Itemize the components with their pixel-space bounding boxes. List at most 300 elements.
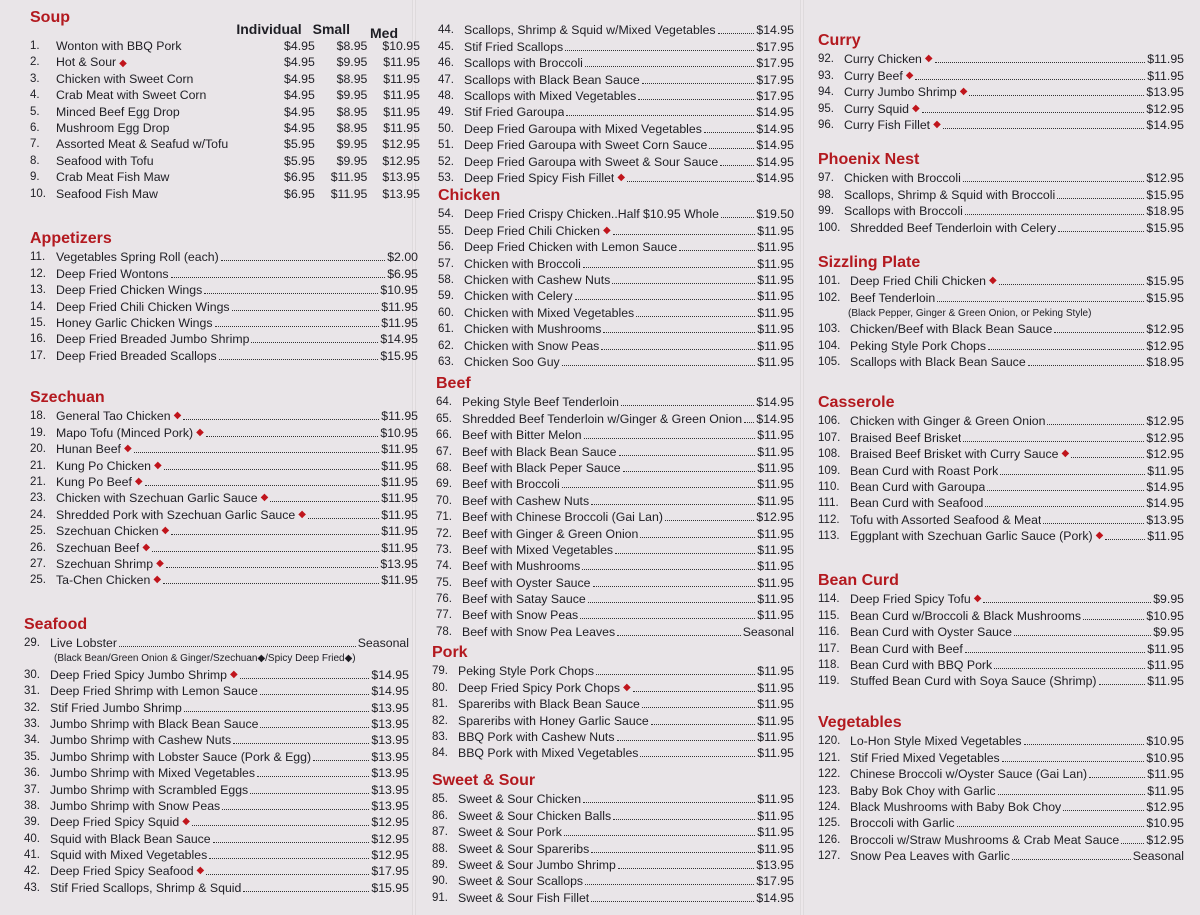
dot-leader [240,678,370,679]
item-name: Chicken with Cashew Nuts [464,272,611,287]
item-name: Stif Fried Garoupa [464,105,565,120]
menu-item [436,591,794,607]
item-name: Spareribs with Honey Garlic Sauce [458,713,649,728]
item-price: $19.50 [756,207,794,222]
menu-item [24,814,409,830]
dot-leader [601,349,755,350]
item-price: $12.95 [371,815,409,830]
dot-leader [640,537,755,538]
item-price: $11.95 [381,524,418,539]
dot-leader [994,668,1145,669]
menu-item [818,591,1184,607]
item-name: Deep Fried Spicy Fish Fillet [464,170,615,185]
item-number: 126. [818,833,841,846]
dot-leader [985,506,1144,507]
item-name: Chicken with Broccoli [464,256,581,271]
section-title: Beef [436,375,471,392]
item-number: 46. [438,57,454,70]
curry-section [818,31,1184,133]
item-number: 53. [438,171,454,184]
item-number: 118. [818,658,840,671]
item-name: Shredded Pork with Szechuan Garlic Sauce [56,507,296,522]
item-price: $12.95 [371,831,409,846]
spicy-icon: ◆ [622,681,631,693]
item-name: Beef with Snow Peas [462,608,579,623]
dot-leader [704,132,755,133]
spicy-icon: ◆ [617,171,626,183]
price-individual: $4.95 [284,104,315,119]
item-number: 77. [436,609,452,622]
item-name: Jumbo Shrimp with Lobster Sauce (Pork & Egg) [50,749,312,764]
dot-leader [565,50,754,51]
menu-item [30,506,418,522]
item-number: 78. [436,625,452,638]
dot-leader [134,452,380,453]
item-name: Beef with Satay Sauce [462,592,586,607]
item-number: 94. [818,86,834,99]
item-number: 18. [30,410,46,423]
menu-item [438,337,794,353]
item-name: Deep Fried Spicy Pork Chops [458,680,620,695]
dot-leader [1083,619,1144,620]
spicy-icon: ◆ [196,426,204,438]
dot-leader [313,760,369,761]
dot-leader [1047,424,1144,425]
spicy-icon: ◆ [989,275,997,287]
soup-size-headers [30,20,420,41]
item-number: 79. [432,665,448,678]
item-price: $12.95 [1146,322,1184,337]
item-number: 42. [24,865,40,878]
item-price: $11.95 [757,354,794,369]
item-number: 49. [438,106,454,119]
menu-item [24,732,409,748]
item-name: Beef with Black Peper Sauce [462,460,621,475]
menu-item [432,791,794,807]
dot-leader [617,740,756,741]
dot-leader [922,112,1145,113]
item-price: $14.95 [756,395,794,410]
dot-leader [642,707,755,708]
dot-leader [575,299,756,300]
dot-leader [584,438,756,439]
item-name: Eggplant with Szechuan Garlic Sauce (Pork) [850,529,1093,544]
item-price: $12.95 [371,848,409,863]
dot-leader [1058,231,1144,232]
section-title: Bean Curd [818,572,899,589]
item-name: Deep Fried Breaded Jumbo Shrimp [56,332,250,347]
item-number: 127. [818,850,841,863]
item-name: Curry Chicken [844,52,922,67]
spicy-icon: ◆ [196,865,205,877]
item-price: $15.95 [371,880,409,895]
price-small: $8.95 [336,71,368,86]
item-price: $14.95 [756,105,794,120]
item-number: 87. [432,826,448,839]
item-number: 108. [818,448,841,461]
dot-leader [718,33,755,34]
item-price: $14.95 [371,667,409,682]
item-name: Scallops, Shrimp & Squid with Broccoli [844,187,1056,202]
item-name: Deep Fried Garoupa with Mixed Vegetables [464,121,702,136]
item-name: Beef with Bitter Melon [462,428,582,443]
item-number: 114. [818,593,840,606]
item-number: 16. [30,333,46,346]
dot-leader [270,501,379,502]
item-price: $13.95 [371,749,409,764]
dot-leader [1000,474,1145,475]
item-price: $11.95 [757,542,794,557]
item-price: $14.95 [756,890,794,905]
item-price: $14.95 [1146,496,1184,511]
item-number: 21. [30,475,46,488]
dot-leader [1105,539,1145,540]
menu-item [30,265,418,281]
dot-leader [665,520,754,521]
item-price: $11.95 [757,272,794,287]
item-price: $11.95 [757,575,794,590]
soup-item [30,38,420,54]
menu-item [436,509,794,525]
spicy-icon: ◆ [260,492,269,504]
item-number: 57. [438,257,454,270]
item-price: $12.95 [1146,430,1184,445]
dot-leader [250,793,369,794]
menu-item [818,413,1184,429]
menu-item [436,394,794,410]
item-name: Deep Fried Spicy Squid [50,815,180,830]
item-number: 7. [30,138,40,151]
item-name: Beef with Black Bean Sauce [462,444,617,459]
item-price: $10.95 [380,283,418,298]
dot-leader [619,455,756,456]
item-number: 107. [818,431,841,444]
seafood-section [24,615,409,896]
menu-item [24,748,409,764]
item-number: 56. [438,241,454,254]
menu-item [30,408,418,424]
item-price: $12.95 [756,510,794,525]
dot-leader [612,283,755,284]
item-number: 9. [30,171,40,184]
item-number: 100. [818,221,841,234]
item-price: $12.95 [1146,171,1184,186]
soup-item [30,54,420,70]
dot-leader [638,99,754,100]
item-number: 15. [30,316,46,329]
price-individual: $5.95 [284,137,315,152]
item-price: $11.95 [757,428,794,443]
item-price: $17.95 [756,72,794,87]
item-price: $15.95 [1146,290,1184,305]
dot-leader [651,724,756,725]
item-price: $15.95 [1146,220,1184,235]
item-number: 43. [24,881,40,894]
menu-item [818,607,1184,623]
item-price: Seasonal [357,636,409,651]
spicy-icon: ◆ [298,508,306,520]
item-price: $9.95 [1153,625,1184,640]
dot-leader [591,504,755,505]
item-name-text: Mushroom Egg Drop [56,120,170,135]
item-name: Kung Po Beef [56,474,132,489]
price-small: $8.95 [336,39,368,53]
menu-item [432,679,794,695]
item-number: 4. [30,89,40,102]
item-price: $11.95 [1147,463,1184,478]
section-title: Sweet & Sour [432,772,536,789]
item-name: Stif Fried Scallops [464,39,564,54]
menu-item [30,424,418,440]
item-name: Shredded Beef Tenderloin w/Ginger & Green Onion [462,411,743,426]
item-name: Bean Curd with Beef [850,641,963,656]
item-price: $12.95 [1146,447,1184,462]
soup-item [30,186,420,202]
item-name: Peking Style Pork Chops [458,664,595,679]
spicy-icon: ◆ [905,69,914,81]
item-number: 97. [818,172,834,185]
spicy-icon: ◆ [119,58,127,70]
section-title: Pork [432,644,468,661]
dot-leader [1071,457,1144,458]
menu-item [818,84,1184,100]
item-price: $2.00 [387,250,418,265]
item-price: $17.95 [756,88,794,103]
item-number: 21. [30,459,46,472]
price-med: $11.95 [383,88,420,103]
item-name: Broccoli w/Straw Mushrooms & Crab Meat Sauce [850,832,1120,847]
soup-item [30,87,420,103]
item-number: 116. [818,626,840,639]
item-name [56,71,262,87]
dot-leader [251,342,378,343]
item-name: Beef with Oyster Sauce [462,575,591,590]
section-title: Szechuan [30,389,105,406]
dot-leader [580,618,755,619]
item-name-text: Crab Meat Fish Maw [56,170,170,185]
item-name: Bean Curd w/Broccoli & Black Mushrooms [850,608,1081,623]
dot-leader [171,277,386,278]
dot-leader [1054,332,1144,333]
item-price: $11.95 [381,474,418,489]
item-price: $10.95 [1146,816,1184,831]
item-name: Scallops with Broccoli [844,204,963,219]
menu-item [818,354,1184,370]
dot-leader [564,835,755,836]
price-individual: $4.95 [284,39,315,53]
item-name: Sweet & Sour Scallops [458,874,584,889]
item-price: $13.95 [380,556,418,571]
item-name: Scallops with Black Bean Sauce [464,72,640,87]
item-name: Stif Fried Scallops, Shrimp & Squid [50,880,242,895]
menu-item [436,525,794,541]
item-number: 25. [30,574,46,587]
item-number: 64. [436,396,452,409]
dot-leader [983,602,1151,603]
item-name: Bean Curd with Seafood [850,496,984,511]
item-name: Braised Beef Brisket [850,430,962,445]
dot-leader [213,842,370,843]
price-small: $9.95 [336,137,368,152]
item-price: $11.95 [757,841,794,856]
item-number: 99. [818,205,834,218]
item-number: 40. [24,832,40,845]
item-number: 26. [30,541,46,554]
item-price: $11.95 [381,442,418,457]
item-number: 86. [432,809,448,822]
item-number: 29. [24,637,40,650]
menu-item [432,889,794,905]
casserole-section [818,393,1184,544]
item-number: 10. [30,187,46,200]
item-name: Broccoli with Garlic [850,816,955,831]
item-name [56,54,262,70]
dot-leader [963,181,1145,182]
item-price: $11.95 [757,559,794,574]
dot-leader [640,756,755,757]
item-number: 52. [438,155,454,168]
dot-leader [585,884,754,885]
item-price: $11.95 [757,713,794,728]
item-number: 81. [432,698,448,711]
item-name: Braised Beef Brisket with Curry Sauce [850,447,1059,462]
item-name: Bean Curd with Oyster Sauce [850,625,1012,640]
item-name: Deep Fried Spicy Jumbo Shrimp [50,667,228,682]
item-number: 66. [436,429,452,442]
price-small: $9.95 [336,153,368,168]
item-number: 59. [438,290,454,303]
item-number: 124. [818,800,841,813]
item-name [56,38,262,54]
menu-item [818,766,1184,782]
item-name: Deep Fried Chili Chicken [464,223,601,238]
item-price: $15.95 [380,348,418,363]
item-number: 67. [436,445,452,458]
spicy-icon: ◆ [182,816,190,828]
item-number: 5. [30,105,40,118]
item-name: Scallops with Mixed Vegetables [464,88,637,103]
price-small: $11.95 [330,186,368,201]
phoenix-nest-section [818,150,1184,236]
item-number: 122. [818,768,841,781]
item-price: $14.95 [380,332,418,347]
menu-item [438,71,794,87]
price-small: $9.95 [336,55,368,70]
item-name: Jumbo Shrimp with Black Bean Sauce [50,716,259,731]
item-price: $10.95 [1146,734,1184,749]
item-name [56,136,262,152]
spicy-icon: ◆ [123,443,132,455]
menu-item [438,22,794,38]
menu-item [818,657,1184,673]
item-price: $12.95 [1146,414,1184,429]
item-name: Chicken with Mixed Vegetables [464,305,635,320]
menu-item [818,624,1184,640]
item-name: Honey Garlic Chicken Wings [56,315,213,330]
menu-item [818,51,1184,67]
item-name: Deep Fried Chicken with Lemon Sauce [464,240,678,255]
item-name: Deep Fried Chicken Wings [56,283,203,298]
item-name: General Tao Chicken [56,409,171,424]
item-name: Sweet & Sour Fish Fillet [458,890,590,905]
dot-leader [642,83,755,84]
item-price: $14.95 [756,121,794,136]
item-name: Chinese Broccoli w/Oyster Sauce (Gai Lan) [850,767,1088,782]
item-number: 105. [818,355,841,368]
item-price: $17.95 [756,874,794,889]
dot-leader [1099,684,1146,685]
menu-item [432,729,794,745]
item-name: Deep Fried Spicy Tofu [850,592,971,607]
item-number: 80. [432,681,448,694]
item-name: Chicken with Mushrooms [464,322,602,337]
item-name: Ta-Chen Chicken [56,573,151,588]
item-price: $11.95 [381,573,418,588]
menu-item [438,255,794,271]
item-price: $11.95 [757,322,794,337]
price-individual: $4.95 [284,71,315,86]
dot-leader [1028,365,1145,366]
item-price: $11.95 [1147,674,1184,689]
item-name: Sweet & Sour Chicken [458,792,582,807]
menu-item [436,460,794,476]
item-name-text: Minced Beef Egg Drop [56,104,180,119]
dot-leader [192,825,369,826]
item-number: 85. [432,793,448,806]
menu-item [818,479,1184,495]
header-individual: Individual [236,21,302,37]
menu-item [436,558,794,574]
dot-leader [603,332,755,333]
dot-leader [166,567,379,568]
item-name: Kung Po Chicken [56,458,152,473]
menu-item [436,427,794,443]
dot-leader [260,727,369,728]
menu-item [436,476,794,492]
item-number: 83. [432,730,448,743]
dot-leader [171,534,379,535]
item-price: $11.95 [381,315,418,330]
item-number: 88. [432,842,448,855]
item-number: 8. [30,154,40,167]
item-name: Squid with Black Bean Sauce [50,831,211,846]
dot-leader [588,602,756,603]
item-number: 6. [30,121,40,134]
spicy-icon: ◆ [156,557,164,569]
item-name: Sweet & Sour Chicken Balls [458,808,612,823]
dot-leader [633,691,756,692]
item-price: $14.95 [756,154,794,169]
item-price: $11.95 [1147,657,1184,672]
menu-item [438,222,794,238]
item-number: 14. [30,300,46,313]
menu-item [24,716,409,732]
menu-item [818,337,1184,353]
header-med: Med [370,25,398,41]
menu-item [30,457,418,473]
item-price: $13.95 [756,857,794,872]
item-name: Deep Fried Shrimp with Lemon Sauce [50,684,258,699]
menu-item [818,289,1184,305]
price-med: $11.95 [383,120,420,135]
item-number: 65. [436,412,452,425]
szechuan-section [30,388,418,588]
dot-leader [562,365,756,366]
item-price: $11.95 [757,729,794,744]
item-name [56,104,262,120]
menu-item [818,673,1184,689]
beef-section [436,374,794,640]
